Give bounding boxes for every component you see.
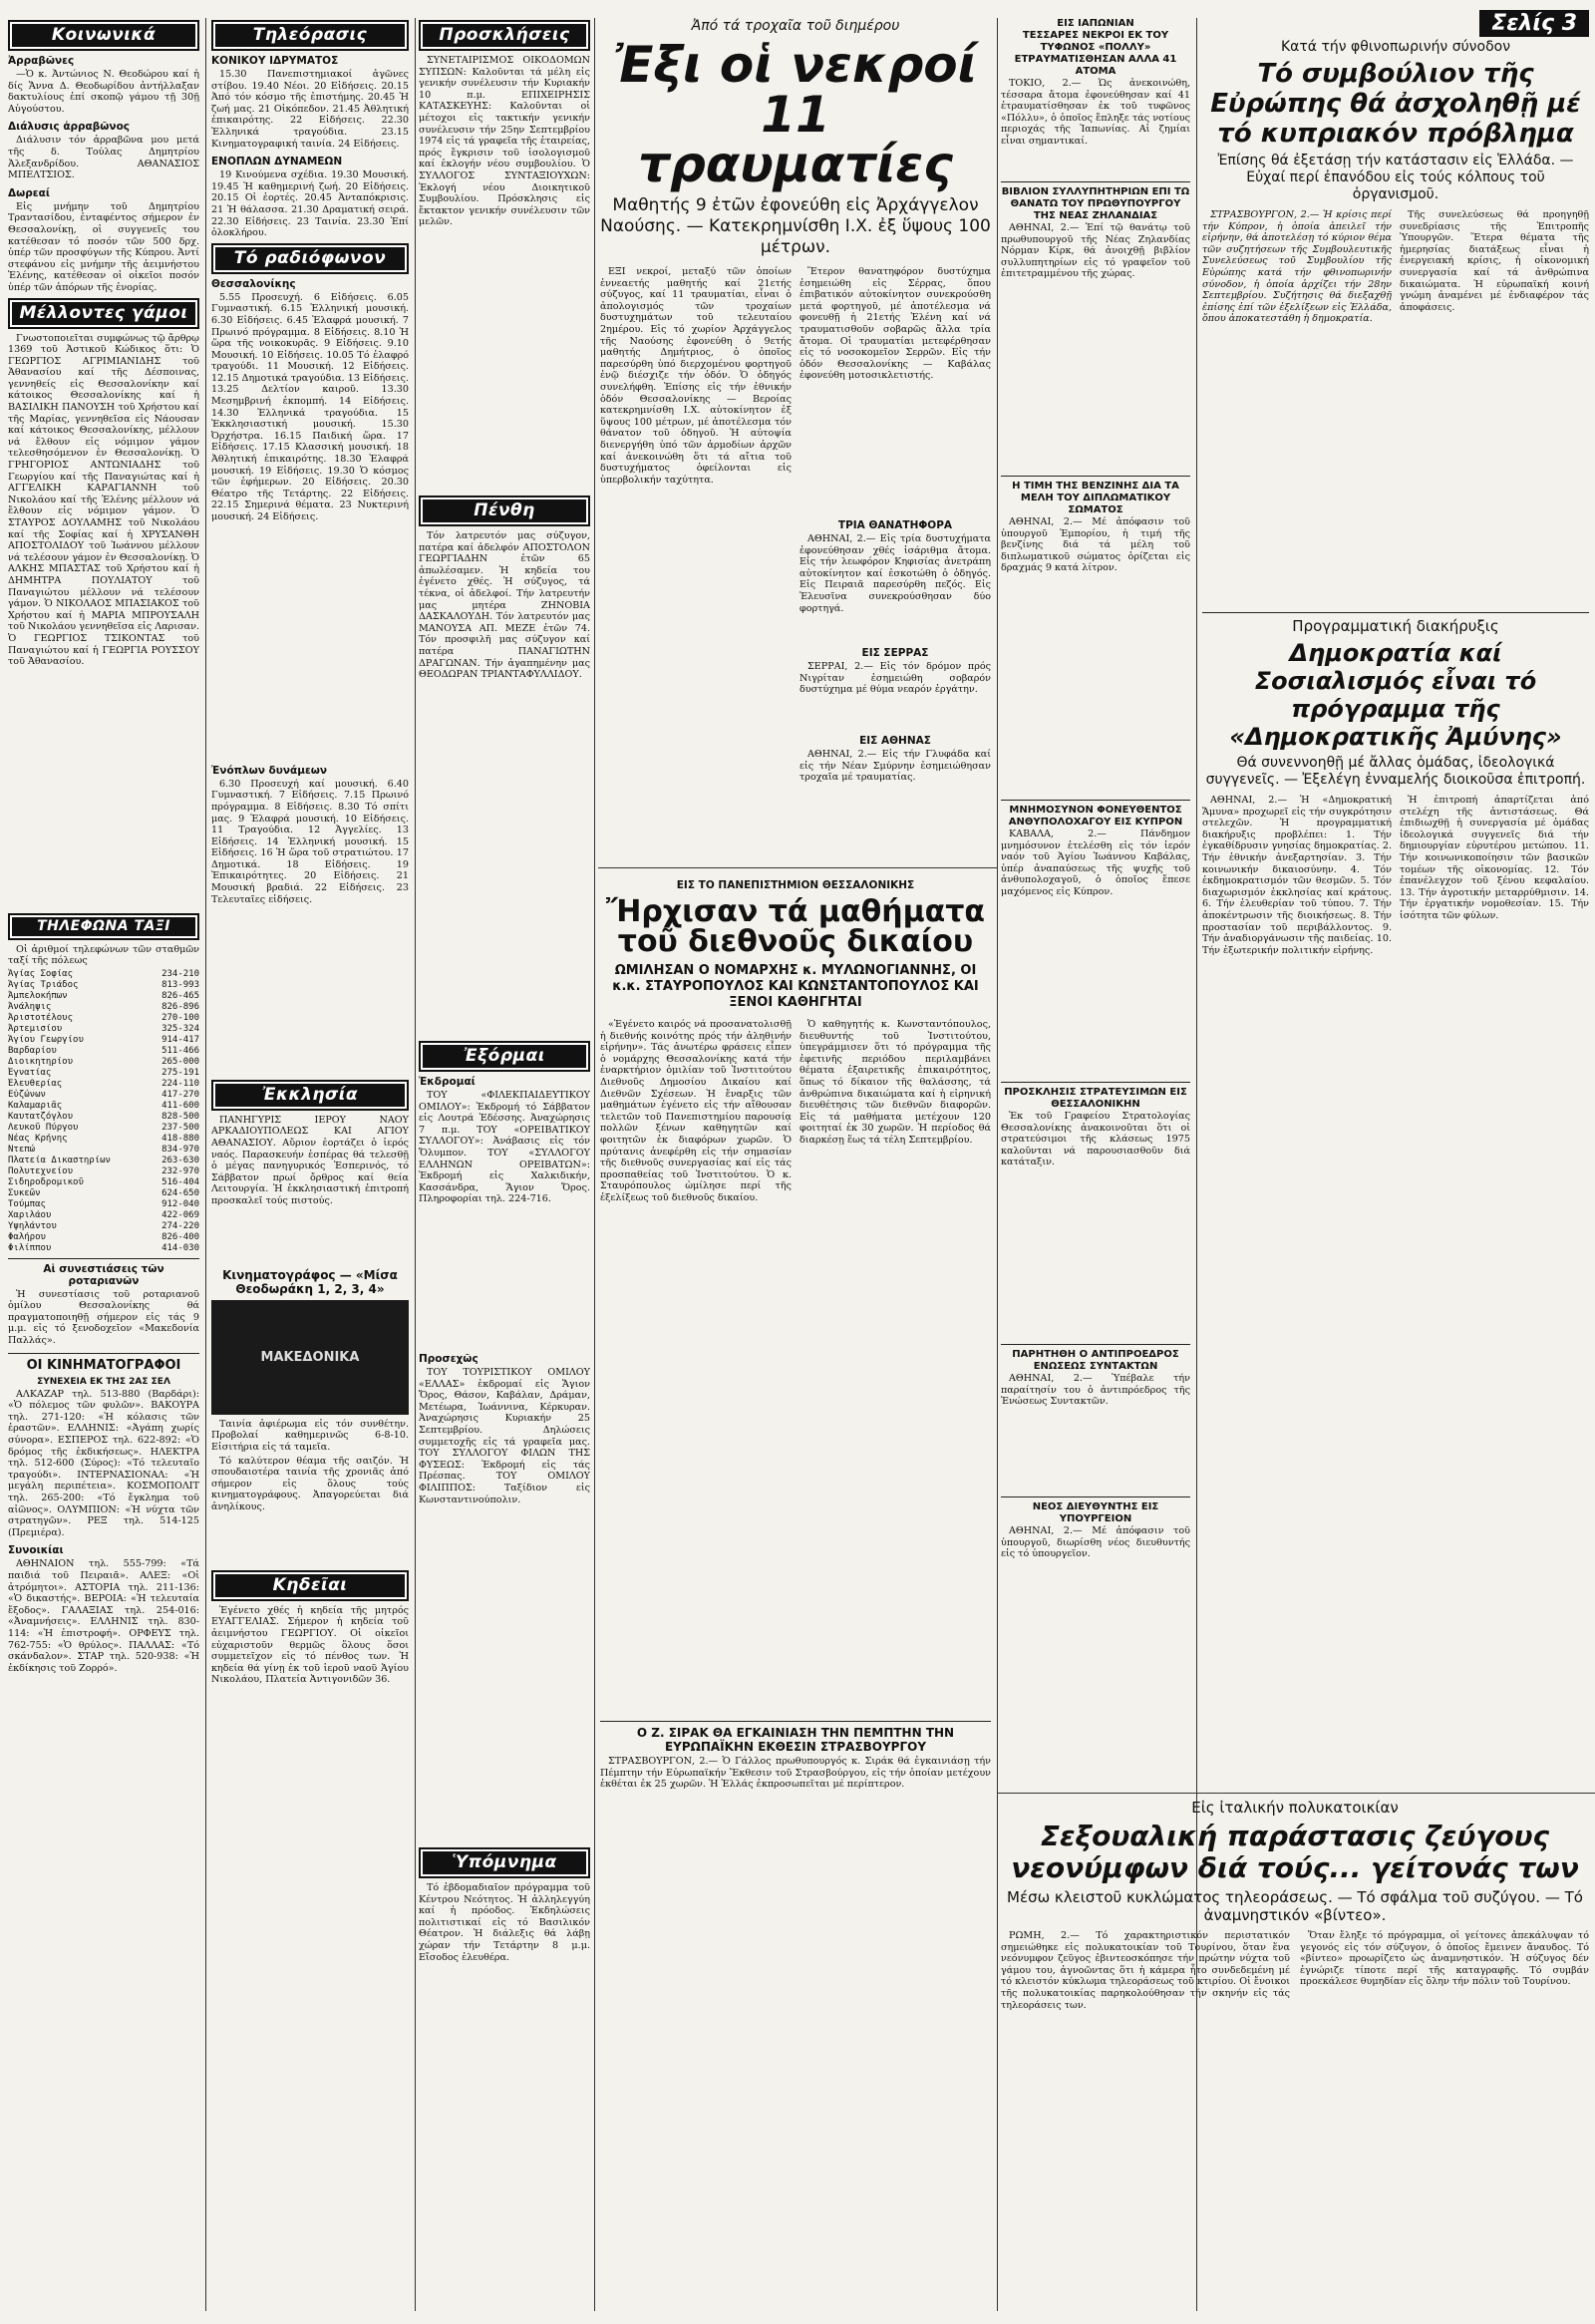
subhead-tours: Προσεχῶς: [419, 1353, 478, 1365]
chirac-headline: Ο Ζ. ΣΙΡΑΚ ΘΑ ΕΓΚΑΙΝΙΑΣΗ ΤΗΝ ΠΕΜΠΤΗΝ ΤΗΝ ΕΥΡΩΠΑΪΚΗΝ ΕΚΘΕΣΙΝ ΣΤΡΑΣΒΟΥΡΓΟΥ: [636, 1726, 955, 1754]
section-banner-mourning: Πένθη: [419, 496, 590, 526]
cinemas-text: ΑΛΚΑΖΑΡ τηλ. 513-880 (Βαρδάρι): «Ὁ πόλεμος τῶν φυλῶν». ΒΑΚΟΥΡΑ τηλ. 271-120: «Ἡ κόλασις τῶν ἐραστῶν». ΕΛΛΗΝΙΣ: «Ἀγάπη χωρίς σύνορα». ΕΣΠΕΡΟΣ τηλ. 622-892: «Ὁ δρόμος τῆς ἐκδικήσεως». ΗΛΕΚΤΡΑ τηλ. 512-600 (Σύρος): «Τό τελευταῖο τραγούδι». ΙΝΤΕΡΝΑΣΙΟΝΑΛ: «Ἡ μεγάλη περιπέτεια». ΚΟΣΜΟΠΟΛΙΤ τηλ. 265-200: «Τό ἔγκλημα τοῦ αἰῶνος». ΟΛΥΜΠΙΟΝ: «Ἡ νύχτα τῶν στρατηγῶν». ΡΕΞ τηλ. 514-125 (Πρεμιέρα).: [8, 1388, 199, 1538]
divider: [1001, 476, 1190, 477]
column-broadcast: [211, 18, 409, 2311]
divider: [8, 1258, 199, 1259]
radio-schedule-1: 5.55 Προσευχή. 6 Εἰδήσεις. 6.05 Γυμναστική. 6.15 Ἑλληνική μουσική. 6.30 Εἰδήσεις. 6.45 Ἐλαφρά μουσική. 7 Πρωινό πρόγραμμα. 8 Εἰδήσεις. 8.10 Ἡ ὥρα τῆς νοικοκυρᾶς. 9 Εἰδήσεις. 9.10 Μουσική. 10 Εἰδήσεις. 10.05 Τό ἐλαφρό τραγούδι. 11 Μουσική. 12 Εἰδήσεις. 12.15 Δημοτικά τραγούδια. 13 Εἰδήσεις. 13.25 Δελτίον καιροῦ. 13.30 Μεσημβρινή ἐκπομπή. 14 Εἰδήσεις. 14.30 Ἑλληνικά τραγούδια. 15 Ἐκκλησιαστική μουσική. 15.30 Ὀρχήστρα. 16.15 Παιδική ὥρα. 17 Εἰδήσεις. 17.15 Κλασσική μουσική. 18 Ἀθλητική ἐπικαιρότης. 18.30 Ἐλαφρά μουσική. 19 Εἰδήσεις. 19.30 Ὁ κόσμος τῶν ἐφήμερων. 20 Εἰδήσεις. 20.30 Θέατρο τῆς Τετάρτης. 22 Εἰδήσεις. 22.15 Σημερινά θέματα. 23 Νυκτερινή μουσική. 24 Εἰδήσεις.: [211, 291, 409, 522]
taxi-row: [8, 1232, 199, 1243]
council-story: [1202, 10, 1589, 1795]
weddings-text: Γνωστοποιεῖται συμφώνως τῷ ἄρθρῳ 1369 τοῦ Ἀστικοῦ Κώδικος ὅτι: Ὁ ΓΕΩΡΓΙΟΣ ΑΓΡΙΜΙΑΝΙΔΗΣ τοῦ Ἀθανασίου καί τῆς Δέσποινας, γεννηθείς εἰς Θεσσαλονίκην καί κάτοικος Θεσσαλονίκης καί ἡ ΒΑΣΙΛΙΚΗ ΠΑΝΟΥΣΗ τοῦ Χρήστου καί τῆς Μαρίας, γεννηθεῖσα εἰς Νάουσαν καί κάτοικος Θεσσαλονίκης, μέλλουν νά ἔλθουν εἰς νόμιμον γάμον τελεσθησόμενον ἐν Θεσσαλονίκῃ. Ὁ ΓΡΗΓΟΡΙΟΣ ΑΝΤΩΝΙΑΔΗΣ τοῦ Γεωργίου καί τῆς Παναγιώτας καί ἡ ΑΓΓΕΛΙΚΗ ΚΑΡΑΓΙΑΝΝΗ τοῦ Νικολάου καί τῆς Ἑλένης μέλλουν νά ἔλθουν εἰς νόμιμον γάμον. Ὁ ΣΤΑΥΡΟΣ ΔΟΥΛΑΜΗΣ τοῦ Νικολάου καί τῆς Σοφίας καί ἡ ΧΡΥΣΑΝΘΗ ΑΠΟΣΤΟΛΙΔΟΥ τοῦ Ἰωάννου μέλλουν νά τελέσουν γάμον ἐν Θεσσαλονίκῃ. Ὁ ΑΛΚΗΣ ΜΠΑΣΤΑΣ τοῦ Χρήστου καί ἡ ΔΗΜΗΤΡΑ ΠΟΥΛΙΑΤΟΥ τοῦ Παναγιώτου μέλλουν νά τελέσουν γάμον. Ὁ ΝΙΚΟΛΑΟΣ ΜΠΑΣΙΑΚΟΣ τοῦ Χρήστου καί ἡ ΜΑΡΙΑ ΜΠΡΟΥΣΑΛΗ τοῦ Νικολάου γεννηθεῖσα εἰς Λαρισαν. Ὁ ΓΕΩΡΓΙΟΣ ΤΣΙΚΟΝΤΑΣ τοῦ Παναγιώτου καί ἡ ΓΕΩΡΓΙΑ ΡΟΥΣΣΟΥ τοῦ Ἀθανασίου.: [8, 332, 199, 668]
column-briefs: [1001, 18, 1190, 1743]
trips-text: ΤΟΥ «ΦΙΛΕΚΠΑΙΔΕΥΤΙΚΟΥ ΟΜΙΛΟΥ»: Ἐκδρομή τό Σάββατον εἰς Λουτρά Ἐδέσσης. Ἀναχώρησις 7 π.μ. ΤΟΥ «ΟΡΕΙΒΑΤΙΚΟΥ ΣΥΛΛΟΓΟΥ»: Ἀνάβασις εἰς τόν Ὄλυμπον. ΤΟΥ «ΣΥΛΛΟΓΟΥ ΕΛΛΗΝΩΝ ΟΡΕΙΒΑΤΩΝ»: Ἐκδρομή εἰς Χαλκιδικήν, Κασσάνδρα, Ἅγιον Ὄρος. Πληροφορίαι τηλ. 224-716.: [419, 1090, 590, 1205]
university-headline: Ἤρχισαν τά μαθήματα τοῦ διεθνοῦς δικαίου: [605, 894, 986, 959]
taxi-row: [8, 1243, 199, 1254]
taxi-number: 516-404: [161, 1176, 199, 1187]
taxi-number: 414-030: [161, 1242, 199, 1253]
lead-subhead-1: ΤΡΙΑ ΘΑΝΑΤΗΦΟΡΑ: [837, 519, 953, 531]
taxi-place: Φαλήρου: [8, 1231, 46, 1242]
taxi-number: 828-500: [161, 1111, 199, 1122]
taxi-number: 422-069: [161, 1209, 199, 1220]
taxi-number: 265-000: [161, 1056, 199, 1067]
brief-headline-5: ΠΡΟΣΚΛΗΣΙΣ ΣΤΡΑΤΕΥΣΙΜΩΝ ΕΙΣ ΘΕΣΣΑΛΟΝΙΚΗΝ: [1004, 1087, 1187, 1110]
taxi-number: 418-880: [161, 1133, 199, 1144]
lead-text-col-2: Ἕτερον θανατηφόρον δυστύχημα ἐσημειώθη εἰς Σέρρας, ὅπου ἐπιβατικόν αὐτοκίνητον συνεκρούσθη μετά φορτηγοῦ, μέ ἀποτέλεσμα νά φονευθῇ ἡ 21ετής Ἑλένη καί νά τραυματισθοῦν σοβαρῶς ἄλλα τρία ἄτομα. Οἱ τραυματίαι μετεφέρθησαν εἰς τό νοσοκομεῖον Σερρῶν. Εἰς τήν ὁδόν Θεσσαλονίκης — Καβάλας ἐφονεύθη μοτοσικλετιστής.: [799, 266, 991, 382]
lead-text-3: ΑΘΗΝΑΙ, 2.— Εἰς τρία δυστυχήματα ἐφονεύθησαν χθές ἰσάριθμα ἄτομα. Εἰς τήν λεωφόρον Κηφισίας ἀνετράπη αὐτοκίνητον καί ἐσκοτώθη ὁ ὁδηγός. Εἰς Πειραιᾶ παρεσύρθη πεζός. Εἰς Ἐλευσῖνα συνεκρούσθησαν δύο φορτηγά.: [799, 533, 991, 614]
italy-headline: Σεξουαλική παράστασις ζεύγους νεονύμφων διά τούς... γείτονάς των: [1011, 1820, 1579, 1884]
subhead-cinemas-cont: ΣΥΝΕΧΕΙΑ ΕΚ ΤΗΣ 2ΑΣ ΣΕΛ: [37, 1376, 170, 1387]
taxi-place: Σιδηροδρομικοῦ: [8, 1176, 84, 1187]
suburbs-text: ΑΘΗΝΑΙΟΝ τηλ. 555-799: «Τά παιδιά τοῦ Πειραιᾶ». ΑΛΕΞ: «Οἱ ἀτρόμητοι». ΑΣΤΟΡΙΑ τηλ. 211-136: «Ὁ δικαστής». ΒΕΡΟΙΑ: «Ἡ τελευταία ἔξοδος». ΓΑΛΑΞΙΑΣ τηλ. 254-016: «Ἀναμνήσεις». ΕΛΛΗΝΙΣ τηλ. 830-114: «Ἡ ἐπιστροφή». ΟΡΦΕΥΣ τηλ. 762-755: «Ὁ θρύλος». ΠΑΛΛΑΣ: «Τό σκάνδαλον». ΣΤΑΡ τηλ. 520-938: «Ἡ ἐκδίκησις τοῦ Ζορρό».: [8, 1558, 199, 1674]
subhead-suburbs: Συνοικίαι: [8, 1544, 64, 1557]
divider: [1202, 612, 1589, 613]
defense-kicker: Προγραμματική διακήρυξις: [1292, 617, 1499, 635]
taxi-row: [8, 1123, 199, 1134]
taxi-place: Ἐλευθερίας: [8, 1078, 63, 1089]
taxi-place: Εὐζώνων: [8, 1089, 46, 1100]
brief-kicker: ΕΙΣ ΙΑΠΩΝΙΑΝ: [1057, 18, 1134, 29]
taxi-place: Καλαμαριᾶς: [8, 1100, 63, 1111]
italy-text-col-2: Ὅταν ἔληξε τό πρόγραμμα, οἱ γείτονες ἀπεκάλυψαν τό γεγονός εἰς τόν σύζυγον, ὁ ὁποῖος ἔμεινεν ἄναυδος. Τό «βίντεο» προωρίζετο ὡς ἀναμνηστικόν. Ἡ σύζυγος δέν ἐγνώριζε τίποτε περί τῆς καταγραφῆς. Τό συμβάν προεκάλεσε θυμηδίαν εἰς ὅλην τήν πόλιν τοῦ Τουρίνου.: [1300, 1930, 1589, 1988]
taxi-row: [8, 1166, 199, 1177]
taxi-place: Ἁγίας Σοφίας: [8, 968, 74, 979]
divider: [1001, 1344, 1190, 1345]
defense-text-col-1: ΑΘΗΝΑΙ, 2.— Ἡ «Δημοκρατική Ἄμυνα» προχωρεῖ εἰς τήν συγκρότησιν στελεχῶν. Ἡ προγραμματική διακήρυξις προβλέπει: 1. Τήν ἐγκαθίδρυσιν γνησίας δημοκρατίας. 2. Τήν ἐθνικήν ἀνεξαρτησίαν. 3. Τήν κοινωνικήν δικαιοσύνην. 4. Τόν ἐκδημοκρατισμόν τῶν θεσμῶν. 5. Τόν διαχωρισμόν ἐκκλησίας καί κράτους. 6. Τήν ἐλευθερίαν τοῦ τύπου. 7. Τήν ἀποκέντρωσιν τῆς διοικήσεως. 8. Τήν προστασίαν τοῦ περιβάλλοντος. 9. Τήν ἀναδιοργάνωσιν τῆς παιδείας. 10. Τήν ἐξωτερικήν πολιτικήν εἰρήνης.: [1202, 795, 1392, 956]
mourning-text: Τόν λατρευτόν μας σύζυγον, πατέρα καί ἀδελφόν ΑΠΟΣΤΟΛΟΝ ΓΕΩΡΓΙΑΔΗΝ ἐτῶν 65 ἀπωλέσαμεν. Ἡ κηδεία του ἐγένετο χθές. Ἡ σύζυγος, τά τέκνα, οἱ ἀδελφοί. Τήν λατρευτήν μας μητέρα ΖΗΝΟΒΙΑ ΔΑΣΚΑΛΟΥΔΗ. Τόν λατρευτόν μας ΜΑΝΟΥΣΑ ΑΠ. ΜΕΖΕ ἐτῶν 74. Τόν προσφιλῆ μας σύζυγον καί πατέρα ΠΑΝΑΓΙΩΤΗΝ ΔΡΑΓΩΝΑΝ. Τήν ἀγαπημένην μας ΘΕΟΔΩΡΑΝ ΤΡΙΑΝΤΑΦΥΛΛΙΔΟΥ.: [419, 530, 590, 681]
taxi-number: 624-650: [161, 1187, 199, 1198]
taxi-number: 411-600: [161, 1100, 199, 1111]
section-banner-funerals: Κηδεῖαι: [211, 1570, 409, 1601]
ad-headline: Κινηματογράφος — «Μίσα Θεοδωράκη 1, 2, 3, 4»: [222, 1267, 398, 1296]
taxi-row: [8, 1013, 199, 1024]
taxi-row: [8, 1210, 199, 1221]
section-banner-memo: Ὑπόμνημα: [419, 1847, 590, 1878]
taxi-place: Πολυτεχνείου: [8, 1165, 74, 1176]
section-rule: [598, 867, 997, 868]
taxi-row: [8, 1156, 199, 1166]
brief-text-4: ΚΑΒΑΛΑ, 2.— Πάνδημον μνημόσυνον ἐτελέσθη εἰς τόν ἱερόν ναόν τοῦ Ἁγίου Ἰωάννου Καβάλας, ὑπέρ ἀναπαύσεως τῆς ψυχῆς τοῦ ἀνθυπολοχαγοῦ, ὁ ὁποῖος ἔπεσε μαχόμενος εἰς Κύπρον.: [1001, 829, 1190, 897]
defense-text-col-2: Ἡ ἐπιτροπή ἀπαρτίζεται ἀπό στελέχη τῆς ἀντιστάσεως. Θά ἐπιδιωχθῇ ἡ συνεργασία μέ ὁμάδας ἰδεολογικά συγγενεῖς διά τήν δημιουργίαν εὐρυτέρου μετώπου. 11. Τήν κοινωνικοποίησιν τῶν βασικῶν τομέων τῆς οἰκονομίας. 12. Τόν ἐπανέλεγχον τοῦ ξένου κεφαλαίου. 13. Τήν ἀγροτικήν μεταρρύθμισιν. 14. Τήν ἐργατικήν νομοθεσίαν. 15. Τήν ἰσότητα τῶν φύλων.: [1400, 795, 1589, 921]
italy-story: [1001, 1799, 1589, 2317]
taxi-number: 325-324: [161, 1023, 199, 1034]
subhead-engagement-break: Διάλυσις ἀρραβῶνος: [8, 121, 131, 134]
brief-headline-7: ΝΕΟΣ ΔΙΕΥΘΥΝΤΗΣ ΕΙΣ ΥΠΟΥΡΓΕΙΟΝ: [1032, 1501, 1159, 1524]
taxi-row: [8, 980, 199, 991]
brief-text-5: Ἐκ τοῦ Γραφείου Στρατολογίας Θεσσαλονίκης ἀνακοινοῦται ὅτι οἱ στρατεύσιμοι τῆς κλάσεως 1975 καλοῦνται νά παρουσιασθοῦν διά κατάταξιν.: [1001, 1111, 1190, 1168]
taxi-number: 912-040: [161, 1198, 199, 1209]
taxi-number: 270-100: [161, 1012, 199, 1023]
council-headline: Τό συμβούλιον τῆς Εὐρώπης θά ἀσχοληθῇ μέ τό κυπριακόν πρόβλημα: [1210, 59, 1581, 149]
taxi-number: 826-896: [161, 1001, 199, 1012]
taxi-row: [8, 1057, 199, 1068]
section-banner-television: Τηλεόρασις: [211, 20, 409, 51]
italy-text-col-1: ΡΩΜΗ, 2.— Τό χαρακτηριστικόν περιστατικόν σημειώθηκε εἰς πολυκατοικίαν τοῦ Τουρίνου, ὅταν ἕνα νεόνυμφον ζεῦγος ἐβιντεοσκόπησε τήν πρώτην νύχτα τοῦ γάμου του, ἀγνοῶντας ὅτι ἡ κάμερα ἦτο συνδεδεμένη μέ τό κλειστόν κύκλωμα τηλεοράσεως τοῦ κτιρίου. Οἱ ἔνοικοι τῆς πολυκατοικίας παρηκολούθησαν τήν σκηνήν εἰς τάς τηλεοράσεις των.: [1001, 1930, 1290, 2011]
section-rule: [997, 1793, 1595, 1794]
taxi-place: Ντεπώ: [8, 1144, 36, 1155]
taxi-row: [8, 1101, 199, 1112]
brief-text-2: ΑΘΗΝΑΙ, 2.— Ἐπί τῷ θανάτῳ τοῦ πρωθυπουργοῦ τῆς Νέας Ζηλανδίας Νόρμαν Κίρκ, θά ἀνοιχθῇ βιβλίον συλλυπητηρίων εἰς τό γραφεῖον τοῦ ἐπιτετραμμένου τῆς χώρας.: [1001, 222, 1190, 280]
section-banner-social: Κοινωνικά: [8, 20, 199, 51]
brief-text-7: ΑΘΗΝΑΙ, 2.— Μέ ἀπόφασιν τοῦ ὑπουργοῦ, διωρίσθη νέος διευθυντής εἰς τό ὑπουργεῖον.: [1001, 1525, 1190, 1560]
lead-text-5: ΑΘΗΝΑΙ, 2.— Εἰς τήν Γλυφάδα καί εἰς τήν Νέαν Σμύρνην ἐσημειώθησαν τροχαῖα μέ τραυματίας.: [799, 749, 991, 784]
subhead-tv-channel-1: ΚΟΝΙΚΟΥ ΙΔΡΥΜΑΤΟΣ: [211, 55, 339, 67]
lead-subhead-2: ΕΙΣ ΣΕΡΡΑΣ: [861, 647, 929, 659]
taxi-number: 826-400: [161, 1231, 199, 1242]
taxi-row: [8, 1002, 199, 1013]
taxi-list: [8, 969, 199, 1254]
taxi-place: Ἀμπελοκήπων: [8, 990, 68, 1001]
funerals-text: Ἐγένετο χθές ἡ κηδεία τῆς μητρός ΕΥΑΓΓΕΛΙΑΣ. Σήμερον ἡ κηδεία τοῦ ἀειμνήστου ΓΕΩΡΓΙΟΥ. Οἱ οἰκεῖοι εὐχαριστοῦν θερμῶς ὅλους ὅσοι συμμετεῖχον εἰς τό πένθος των. Ἡ κηδεία θά γίνῃ ἐκ τοῦ ἱεροῦ ναοῦ Ἁγίου Νικολάου, Πλατεία Ἀντιγονιδῶν 36.: [211, 1604, 409, 1686]
divider: [600, 1721, 991, 1722]
taxi-number: 274-220: [161, 1220, 199, 1231]
taxi-row: [8, 1134, 199, 1145]
brief-text-3: ΑΘΗΝΑΙ, 2.— Μέ ἀπόφασιν τοῦ ὑπουργοῦ Ἐμπορίου, ἡ τιμή τῆς βενζίνης διά τά μέλη τοῦ διπλωματικοῦ σώματος ὁρίζεται εἰς δραχμάς 9 κατά λίτρον.: [1001, 516, 1190, 574]
taxi-row: [8, 1188, 199, 1199]
taxi-place: Ἐγνατίας: [8, 1067, 52, 1078]
taxi-row: [8, 1221, 199, 1232]
university-story: [600, 875, 991, 2311]
brief-deck: ΕΤΡΑΥΜΑΤΙΣΘΗΣΑΝ ΑΛΛΑ 41 ΑΤΟΜΑ: [1014, 54, 1177, 77]
taxi-row: [8, 1079, 199, 1090]
taxi-row: [8, 1090, 199, 1101]
lead-headline: Ἐξι οἱ νεκροί 11 τραυματίες: [613, 36, 978, 193]
university-text-col-1: «Ἐγένετο καιρός νά προσανατολισθῇ ἡ διεθνής κοινότης πρός τήν ἀληθινήν εἰρήνην». Τάς ἀνωτέρω φράσεις εἶπεν ὁ νομάρχης Θεσσαλονίκης κατά τήν ἐναρκτήριον ὁμιλίαν τοῦ Ἰνστιτούτου Διεθνοῦς Δημοσίου Δικαίου καί Διεθνῶν Σχέσεων. Ἡ ἔναρξις τῶν μαθημάτων ἐγένετο εἰς τήν αἴθουσαν τελετῶν τοῦ Πανεπιστημίου παρουσίᾳ πολλῶν ξένων καθηγητῶν καί φοιτητῶν ἐκ διαφόρων χωρῶν. Ὁ πρύτανις ἀνεφέρθη εἰς τήν σημασίαν τῆς διεθνοῦς συνεργασίας καί εἰς τάς προσπαθείας τοῦ Ἰνστιτούτου. Ὁ κ. Σταυρόπουλος ὡμίλησε περί τῆς ἐξελίξεως τοῦ διεθνοῦς δικαίου.: [600, 1019, 792, 1203]
subhead-tv-channel-2: ΕΝΟΠΛΩΝ ΔΥΝΑΜΕΩΝ: [211, 156, 343, 168]
university-text-col-2: Ὁ καθηγητής κ. Κωνσταντόπουλος, διευθυντής τοῦ Ἰνστιτούτου, ὑπεγράμμισεν ὅτι τό πρόγραμμα τῆς ἐφετινῆς περιόδου περιλαμβάνει θέματα ἐξαιρετικῆς ἐπικαιρότητος, ὅπως τό δίκαιον τῆς θαλάσσης, τά ἀνθρώπινα δικαιώματα καί ἡ εἰρηνική διευθέτησις τῶν διεθνῶν διαφορῶν. Εἰς τά μαθήματα μετέχουν 120 φοιτηταί ἐκ 30 χωρῶν. Ἡ περίοδος θά διαρκέσῃ ἕως τά τέλη Σεπτεμβρίου.: [799, 1019, 991, 1146]
taxi-place: Καυτατζόγλου: [8, 1111, 74, 1122]
section-banner-church: Ἐκκλησία: [211, 1080, 409, 1111]
taxi-number: 237-500: [161, 1122, 199, 1133]
church-text: ΠΑΝΗΓΥΡΙΣ ΙΕΡΟΥ ΝΑΟΥ ΑΡΚΑΔΙΟΥΠΟΛΕΩΣ ΚΑΙ ΑΓΙΟΥ ΑΘΑΝΑΣΙΟΥ. Αὔριον ἑορτάζει ὁ ἱερός ναός. Παρασκευήν ἑσπέρας θά τελεσθῇ ὁ μέγας πανηγυρικός Ἑσπερινός, τό Σάββατον πρωί ὄρθρος καί θεία Λειτουργία. Ἡ ἐκκλησιαστική ἐπιτροπή προσκαλεῖ τούς πιστούς.: [211, 1114, 409, 1206]
brief-headline-6: ΠΑΡΗΤΗΘΗ Ο ΑΝΤΙΠΡΟΕΔΡΟΣ ΕΝΩΣΕΩΣ ΣΥΝΤΑΚΤΩΝ: [1012, 1349, 1179, 1372]
lead-story: [600, 18, 991, 875]
council-text-col-2: Τῆς συνελεύσεως θά προηγηθῇ συνεδρίασις τῆς Ἐπιτροπῆς Ὑπουργῶν. Ἕτερα θέματα τῆς ἡμερησίας διατάξεως εἶναι ἡ ἐνεργειακή κρίσις, ἡ οἰκονομική συνεργασία καί τά ἀνθρώπινα δικαιώματα. Ἡ εὐρωπαϊκή κοινή γνώμη ἀναμένει μέ ἐνδιαφέρον τάς ἀποφάσεις.: [1400, 209, 1589, 313]
defense-headline: Δημοκρατία καί Σοσιαλισμός εἶναι τό πρόγραμμα τῆς «Δημοκρατικῆς Ἀμύνης»: [1229, 639, 1562, 751]
taxi-number: 417-270: [161, 1089, 199, 1100]
divider: [1001, 181, 1190, 182]
chirac-text: ΣΤΡΑΣΒΟΥΡΓΟΝ, 2.— Ὁ Γάλλος πρωθυπουργός κ. Σιράκ θά ἐγκαινιάσῃ τήν Πέμπτην τήν Εὐρωπαϊκήν Ἔκθεσιν τοῦ Στρασβούργου, εἰς τήν ὁποίαν μετέχουν ἐκθέται ἐκ 25 χωρῶν. Ἡ Ἑλλάς ἐκπροσωπεῖται μέ περίπτερον.: [600, 1756, 991, 1791]
section-banner-excursions: Ἐξόρμαι: [419, 1041, 590, 1072]
taxi-number: 834-970: [161, 1144, 199, 1155]
taxi-place: Ἀρτεμισίου: [8, 1023, 63, 1034]
taxi-number: 914-417: [161, 1034, 199, 1045]
divider: [1001, 1082, 1190, 1083]
divider: [8, 1353, 199, 1354]
subhead-radio-2: Ἐνόπλων δυνάμεων: [211, 764, 328, 777]
invitations-text: ΣΥΝΕΤΑΙΡΙΣΜΟΣ ΟΙΚΟΔΟΜΩΝ ΣΥΠΣΩΝ: Καλοῦνται τά μέλη εἰς γενικήν συνέλευσιν τήν Κυριακήν 10 π.μ. ΕΠΙΧΕΙΡΗΣΙΣ ΚΑΤΑΣΚΕΥΗΣ: Καλοῦνται οἱ μέτοχοι εἰς τακτικήν γενικήν συνέλευσιν τήν 25ην Σεπτεμβρίου 1974 εἰς τά γραφεῖα τῆς ἑταιρείας, πρός ἔγκρισιν τοῦ ἰσολογισμοῦ καί ἐκλογήν νέου συμβουλίου. Ὁ ΣΥΛΛΟΓΟΣ ΣΥΝΤΑΞΙΟΥΧΩΝ: Ἐκλογή νέου Διοικητικοῦ Συμβουλίου. Πρόσκλησις εἰς ἔκτακτον γενικήν συνέλευσιν τῶν μελῶν.: [419, 55, 590, 228]
column-notices: [419, 18, 590, 2311]
subhead-trips: Ἐκδρομαί: [419, 1076, 476, 1088]
section-banner-invitations: Προσκλήσεις: [419, 20, 590, 51]
taxi-place: Φιλίππου: [8, 1242, 52, 1253]
radio-schedule-2: 6.30 Προσευχή καί μουσική. 6.40 Γυμναστική. 7 Εἰδήσεις. 7.15 Πρωινό πρόγραμμα. 8 Εἰδήσεις. 8.30 Τό σπίτι μας. 9 Ἐλαφρά μουσική. 10 Εἰδήσεις. 11 Τραγούδια. 12 Ἀγγελίες. 13 Εἰδήσεις. 14 Ἑλληνική μουσική. 15 Εἰδήσεις. 16 Ἡ ὥρα τοῦ στρατιώτου. 17 Δημοτικά. 18 Εἰδήσεις. 19 Ἐπικαιρότητες. 20 Εἰδήσεις. 21 Μουσική βραδιά. 22 Εἰδήσεις. 23 Τελευταῖες εἰδήσεις.: [211, 778, 409, 905]
engagement-break-text: Διάλυσιν τόν ἀρραβῶνα μου μετά τῆς δ. Τούλας Δημητρίου Ἀλεξανδρίδου. ΑΘΑΝΑΣΙΟΣ ΜΠΕΛΤΣΙΟΣ.: [8, 135, 199, 181]
taxi-place: Ὑψηλάντου: [8, 1220, 57, 1231]
taxi-place: Λευκοῦ Πύργου: [8, 1122, 79, 1133]
rotary-text: Ἡ συνεστίασις τοῦ ροταριανοῦ ὁμίλου Θεσσαλονίκης θά πραγματοποιηθῇ σήμερον εἰς τάς 9 μ.μ. εἰς τό ξενοδοχεῖον «Μακεδονία Παλλάς».: [8, 1288, 199, 1347]
tv-schedule-2: 19 Κινούμενα σχέδια. 19.30 Μουσική. 19.45 Ἡ καθημερινή ζωή. 20 Εἰδήσεις. 20.15 Οἱ ἐορτές. 20.45 Ἀνταπόκρισις. 21 Ἡ θάλασσα. 21.30 Δραματική σειρά. 22.30 Εἰδήσεις. 23 Ταινία. 23.30 Ἐπί ὁλοκλήρου.: [211, 169, 409, 239]
lead-text-4: ΣΕΡΡΑΙ, 2.— Εἰς τόν δρόμον πρός Νιγρίταν ἐσημειώθη σοβαρόν δυστύχημα μέ θύμα νεαρόν ἐργάτην.: [799, 661, 991, 696]
column-rule: [594, 18, 595, 2311]
taxi-place: Βαρδαρίου: [8, 1045, 57, 1056]
page-number-logo: Σελίς 3: [1479, 10, 1589, 37]
engagements-text: —Ὁ κ. Ἀντώνιος Ν. Θεοδώρου καί ἡ δίς Ἄννα Δ. Θεοδωρίδου ἀντήλλαξαν δακτυλίους ἐπί σκοπῷ γάμου τῇ 30ῇ Αὐγούστου.: [8, 69, 199, 115]
italy-deck: Μέσω κλειστοῦ κυκλώματος τηλεοράσεως. — Τό σφάλμα τοῦ συζύγου. — Τό ἀναμνηστικόν «βίντεο».: [1007, 1888, 1583, 1924]
taxi-number: 232-970: [161, 1165, 199, 1176]
lead-text-col-1: ΕΞΙ νεκροί, μεταξύ τῶν ὁποίων ἐννεαετής μαθητής καί 21ετής σύζυγος, καί 11 τραυματίαι, εἶναι ὁ ἀπολογισμός τῶν τροχαίων δυστυχημάτων τοῦ τελευταίου 2ημέρου. Εἰς τό χωρίον Ἀρχάγγελος τῆς Ναούσης ἐφονεύθη ὁ 9ετής μαθητής Δημήτριος, ὁ ὁποῖος παρεσύρθη ὑπό διερχομένου φορτηγοῦ ἐνῷ διέσχιζε τήν ὁδόν. Ὁ ὁδηγός συνελήφθη. Ἐπίσης εἰς τήν ἐθνικήν ὁδόν Θεσσαλονίκης — Βεροίας κατεκρημνίσθη Ι.Χ. αὐτοκίνητον ἐξ ὕψους 100 μέτρων, μέ ἀποτέλεσμα τόν θάνατον τοῦ ὁδηγοῦ. Ἡ αὐτοψία διενεργήθη ὑπό τῶν ἀρμοδίων ἀρχῶν καί ἀνεκοινώθη ὅτι τά αἴτια τοῦ δυστυχήματος ὀφείλονται εἰς ὑπερβολικήν ταχύτητα.: [600, 266, 792, 486]
subhead-rotary: Αἱ συνεστιάσεις τῶν ροταριανῶν: [43, 1262, 164, 1287]
taxi-place: Συκεῶν: [8, 1187, 41, 1198]
university-kicker: ΕΙΣ ΤΟ ΠΑΝΕΠΙΣΤΗΜΙΟΝ ΘΕΣΣΑΛΟΝΙΚΗΣ: [676, 879, 915, 891]
tv-schedule-1: 15.30 Πανεπιστημιακοί ἀγῶνες στίβου. 19.40 Νέοι. 20 Εἰδήσεις. 20.15 Ἀπό τόν κόσμο τῆς ἐπιστήμης. 20.45 Ἡ ζωή μας. 21 Οἰκόπεδον. 21.45 Ἀθλητική ἐπικαιρότης. 22 Εἰδήσεις. 22.30 Ἑλληνικά τραγούδια. 23.15 Κινηματογραφική ταινία. 24 Εἰδήσεις.: [211, 69, 409, 150]
column-social: [8, 18, 199, 2311]
brief-text-6: ΑΘΗΝΑΙ, 2.— Ὑπέβαλε τήν παραίτησίν του ὁ ἀντιπρόεδρος τῆς Ἑνώσεως Συντακτῶν.: [1001, 1373, 1190, 1408]
taxi-row: [8, 1068, 199, 1079]
subhead-engagements: Ἀρραβῶνες: [8, 55, 75, 67]
memo-text: Τό ἑβδομαδιαῖον πρόγραμμα τοῦ Κέντρου Νεότητος. Ἡ ἀλληλεγγύη καί ἡ πρόοδος. Ἐκδηλώσεις πολιτιστικαί εἰς τό Βασιλικόν Θέατρον. Ἡ διάλεξις θά λάβῃ χώραν τήν Τετάρτην 8 μ.μ. Εἴσοδος ἐλευθέρα.: [419, 1882, 590, 1963]
brief-text-1: ΤΟΚΙΟ, 2.— Ὡς ἀνεκοινώθη, τέσσαρα ἄτομα ἐφονεύθησαν καί 41 ἐτραυματίσθησαν ἐκ τοῦ τυφῶνος «Πόλλυ», ὁ ὁποῖος ἔπληξε τάς νοτίους περιοχάς τῆς Ἰαπωνίας. Αἱ ζημίαι εἶναι σημαντικαί.: [1001, 78, 1190, 147]
subhead-donations: Δωρεαί: [8, 186, 50, 199]
taxi-row: [8, 969, 199, 980]
council-text-col-1: ΣΤΡΑΣΒΟΥΡΓΟΝ, 2.— Ἡ κρίσις περί τήν Κύπρον, ἡ ὁποία ἀπειλεῖ τήν εἰρήνην, θά ἀποτελέσῃ τό κύριον θέμα τῶν συζητήσεων τῆς Συμβουλευτικῆς Συνελεύσεως τοῦ Συμβουλίου τῆς Εὐρώπης κατά τήν φθινοπωρινήν σύνοδον, ἡ ὁποία ἀρχίζει τήν 28ην Σεπτεμβρίου. Συζήτησις θά διεξαχθῇ ἐπίσης ἐπί τῶν ἐξελίξεων εἰς Ἑλλάδα, ὅπου ἀποκατεστάθη ἡ δημοκρατία.: [1202, 209, 1392, 325]
taxi-place: Τούμπας: [8, 1198, 46, 1209]
taxi-row: [8, 1024, 199, 1035]
taxi-row: [8, 1145, 199, 1156]
council-kicker: Κατά τήν φθινοπωρινήν σύνοδον: [1280, 39, 1511, 55]
brief-headline-2: ΒΙΒΛΙΟΝ ΣΥΛΛΥΠΗΤΗΡΙΩΝ ΕΠΙ ΤΩ ΘΑΝΑΤΩ ΤΟΥ ΠΡΩΘΥΠΟΥΡΓΟΥ ΤΗΣ ΝΕΑΣ ΖΗΛΑΝΔΙΑΣ: [1001, 186, 1190, 221]
taxi-place: Νέας Κρήνης: [8, 1133, 68, 1144]
section-banner-radio: Τό ραδιόφωνον: [211, 243, 409, 274]
taxi-place: Ἁγίου Γεωργίου: [8, 1034, 84, 1045]
italy-kicker: Εἰς ἰταλικήν πολυκατοικίαν: [1191, 1799, 1399, 1817]
tours-text: ΤΟΥ ΤΟΥΡΙΣΤΙΚΟΥ ΟΜΙΛΟΥ «ΕΛΛΑΣ» ἐκδρομαί εἰς Ἄγιον Ὄρος, Θάσον, Καβάλαν, Δράμαν, Μετέωρα, Ἰωάννινα, Κέρκυραν. Ἀναχώρησις Κυριακήν 25 Σεπτεμβρίου. Δηλώσεις συμμετοχῆς εἰς τά γραφεῖα μας. ΤΟΥ ΣΥΛΛΟΓΟΥ ΦΙΛΩΝ ΤΗΣ ΦΥΣΕΩΣ: Ἐκδρομή εἰς τάς Πρέσπας. ΤΟΥ ΟΜΙΛΟΥ ΦΙΛΙΠΠΟΣ: Ταξίδιον εἰς Κωνσταντινούπολιν.: [419, 1367, 590, 1505]
taxi-place: Διοικητηρίου: [8, 1056, 74, 1067]
section-banner-weddings: Μέλλοντες γάμοι: [8, 298, 199, 329]
taxi-row: [8, 1177, 199, 1188]
taxi-row: [8, 1046, 199, 1057]
taxi-row: [8, 991, 199, 1002]
column-rule: [997, 18, 998, 2311]
taxi-place: Πλατεία Δικαστηρίων: [8, 1155, 111, 1165]
taxi-number: 275-191: [161, 1067, 199, 1078]
taxi-place: Ἁγίας Τριάδος: [8, 979, 79, 990]
taxi-row: [8, 1112, 199, 1123]
taxi-place: Ἀνάληψις: [8, 1001, 52, 1012]
column-rule: [205, 18, 206, 2311]
divider: [1001, 1496, 1190, 1497]
donations-text: Εἰς μνήμην τοῦ Δημητρίου Τραντασίδου, ἐνταφέντος σήμερον ἐν Θεσσαλονίκῃ, οἱ συγγενεῖς του κατέθεσαν τό ποσόν τῶν 500 δρχ. ὑπέρ τῶν προσφύγων τῆς Κύπρου. Ἀντί στεφάνου εἰς μνήμην τῆς ἀειμνήστου Ἑλένης, κατέθεσαν οἱ οἰκεῖοι ποσόν ὑπέρ τῶν ἀπόρων τῆς ἐνορίας.: [8, 200, 199, 293]
defense-deck: Θά συνεννοηθῇ μέ ἄλλας ὁμάδας, ἰδεολογικά συγγενεῖς. — Ἐξελέγη ἐνναμελής διοικοῦσα ἐπιτροπή.: [1205, 755, 1586, 788]
taxi-row: [8, 1035, 199, 1046]
taxi-number: 224-110: [161, 1078, 199, 1089]
university-deck: ΩΜΙΛΗΣΑΝ Ο ΝΟΜΑΡΧΗΣ κ. ΜΥΛΩΝΟΓΙΑΝΝΗΣ, ΟΙ κ.κ. ΣΤΑΥΡΟΠΟΥΛΟΣ ΚΑΙ ΚΩΝΣΤΑΝΤΟΠΟΥΛΟΣ ΚΑΙ ΞΕΝΟΙ ΚΑΘΗΓΗΤΑΙ: [612, 963, 979, 1010]
taxi-row: [8, 1199, 199, 1210]
subhead-cinemas: ΟΙ ΚΙΝΗΜΑΤΟΓΡΑΦΟΙ: [26, 1357, 181, 1373]
lead-subhead-3: ΕΙΣ ΑΘΗΝΑΣ: [859, 735, 931, 747]
subhead-radio-1: Θεσσαλονίκης: [211, 277, 296, 290]
taxi-number: 826-465: [161, 990, 199, 1001]
taxi-number: 813-993: [161, 979, 199, 990]
section-banner-taxi: ΤΗΛΕΦΩΝΑ ΤΑΞΙ: [8, 913, 199, 940]
column-rule: [415, 18, 416, 2311]
brief-headline-3: Η ΤΙΜΗ ΤΗΣ ΒΕΝΖΙΝΗΣ ΔΙΑ ΤΑ ΜΕΛΗ ΤΟΥ ΔΙΠΛΩΜΑΤΙΚΟΥ ΣΩΜΑΤΟΣ: [1012, 481, 1179, 515]
taxi-place: Ἀριστοτέλους: [8, 1012, 74, 1023]
divider: [1001, 800, 1190, 801]
taxi-place: Χαριλάου: [8, 1209, 52, 1220]
lead-deck: Μαθητής 9 ἐτῶν ἐφονεύθη εἰς Ἀρχάγγελον Ναούσης. — Κατεκρημνίσθη Ι.Χ. ἐξ ὕψους 100 μέτρων.: [600, 195, 991, 257]
taxi-note: Οἱ ἀριθμοί τηλεφώνων τῶν σταθμῶν ταξί τῆς πόλεως: [8, 943, 199, 967]
brief-headline: ΤΕΣΣΑΡΕΣ ΝΕΚΡΟΙ ΕΚ ΤΟΥ ΤΥΦΩΝΟΣ «ΠΟΛΛΥ»: [1022, 30, 1169, 53]
ad-text: Ταινία ἀφιέρωμα εἰς τόν συνθέτην. Προβολαί καθημερινῶς 6-8-10. Εἰσιτήρια εἰς τά ταμεῖα. Τό καλύτερον θέαμα τῆς σαιζόν. Ἡ σπουδαιοτέρα ταινία τῆς χρονιᾶς ἀπό σήμερον εἰς ὅλους τούς κινηματογράφους. Ἀπαγορεύεται διά ἀνηλίκους.: [211, 1418, 409, 1512]
lead-kicker: Ἀπό τά τροχαῖα τοῦ διημέρου: [691, 18, 900, 34]
advertisement-image: ΜΑΚΕΔΟΝΙΚΑ: [211, 1300, 409, 1415]
council-deck: Ἐπίσης θά ἐξετάσῃ τήν κατάστασιν εἰς Ἑλλάδα. — Εὐχαί περί ἐπανόδου εἰς τούς κόλπους τοῦ ὀργανισμοῦ.: [1217, 153, 1574, 202]
taxi-number: 263-630: [161, 1155, 199, 1165]
taxi-number: 511-466: [161, 1045, 199, 1056]
taxi-number: 234-210: [161, 968, 199, 979]
brief-headline-4: ΜΝΗΜΟΣΥΝΟΝ ΦΟΝΕΥΘΕΝΤΟΣ ΑΝΘΥΠΟΛΟΧΑΓΟΥ ΕΙΣ ΚΥΠΡΟΝ: [1008, 805, 1183, 828]
